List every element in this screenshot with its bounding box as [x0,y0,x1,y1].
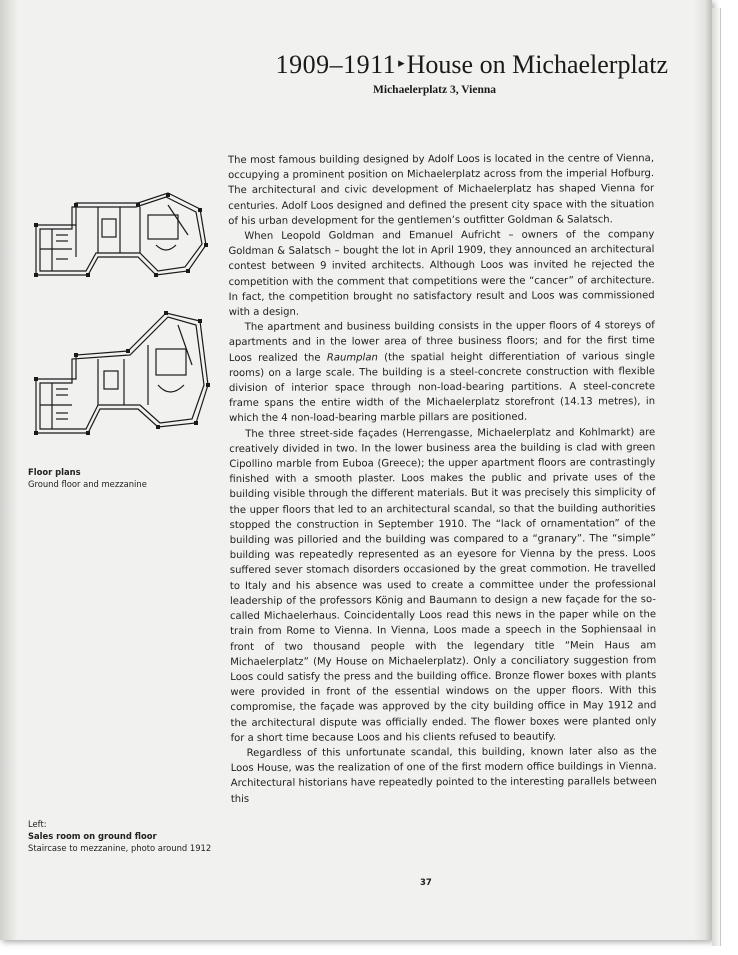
body-paragraph-1: The most famous building designed by Adolf Loos is located in the centre of Vienna, occupying a prominent position on Michaelerplatz across from the imperial Hofburg. The architectural and civic development of Michaelerplatz has shaped Vienna for centuries. Adolf Loos designed and defined the present city space with the situation of his urban development for the gentlemen’s outfitter Goldman & Salatsch. [228,153,655,227]
body-paragraph-5: Regardless of this unfortunate scandal, this building, known later also as the Loos House, was the realization of one of the first modern office buildings in Vienna. Architectural historians have repeatedly pointed to the interesting parallels between this [230,746,657,805]
floor-plan-mezzanine [28,305,212,445]
body-paragraph-3-part-b: (the spatial height differentiation of various single rooms) on a large scale. The building is a steel-concrete construction with flexible division of interior space through non-load-bearing partitions. A steel-concrete frame spans the entire width of the Michaelerplatz storefront (14.13 metres), in which the 4 non-load-bearing marble pillars are positioned. [228,350,656,425]
heading-arrow-icon: ▸ [398,55,405,70]
page-heading [228,50,668,80]
page-gutter-shadow [0,0,18,940]
page-number: 37 [420,878,432,888]
body-paragraph-3 [229,318,655,426]
heading-title: House on Michaelerplatz [406,50,668,79]
body-text [228,151,657,807]
sales-room-caption [28,818,211,854]
body-paragraph-2: When Leopold Goldman and Emanuel Aufricht – owners of the company Goldman & Salatsch – bought the lot in April 1909, they announced an architectural contest between 9 invited architects. Although Loos was invited he rejected the competition with the comment that competitions were the “cancer” of architecture. In fact, the competition brought no satisfactory result and Loos was commissioned with a design. [228,229,655,319]
floor-plans-caption-title: Floor plans [28,467,81,477]
body-paragraph-3-raumplan: Raumplan [326,351,378,364]
floor-plan-ground-floor [28,175,212,295]
sales-room-caption-title: Sales room on ground floor [28,831,157,841]
floor-plans-caption [28,466,147,490]
heading-years: 1909–1911 [275,50,397,79]
body-paragraph-4: The three street-side façades (Herrengasse, Michaelerplatz and Kohlmarkt) are creatively divided in two. In the lower business area the building is clad with green Cipollino marble from Euboa (Greece); the upper apartment floors are contrastingly finished with a smooth plaster. Loos makes the public and private uses of the building visible through the different materials. But it was precisely this simplicity of the upper floors that led to an architectural scandal, so that the building authorities stopped the construction in September 1910. The “lack of ornamentation” of the building was pilloried and the building was compared to a “granary”. The “simple” building was repeatedly represented as an eyesore for Vienna by the press. Loos suffered sever stomach disorders occasioned by the great commotion. He travelled to Italy and his absence was used to create a committee under the professional leadership of the professors König and Baumann to design a new façade for the so-called Michaelerhaus. Coincidentally Loos read this news in the paper while on the train from Rome to Vienna. In Vienna, Loos made a speech in the Sophiensaal in front of two thousand people with the legendary title “Mein Haus am Michaelerplatz” (My House on Michaelerplatz). Only a conciliatory suggestion from Loos could satisfy the press and the building office. Bronze flower boxes with plants were provided in front of the essential windows on the upper floors. With this compromise, the façade was approved by the city building office in May 1912 and the architectural dispute was officially ended. The flower boxes were planted only for a short time because Loos and his clients refused to beautify. [229,426,657,744]
floor-plans-caption-sub: Ground floor and mezzanine [28,479,147,489]
page-edge-shadow [694,0,712,940]
sales-room-caption-left-label: Left: [28,819,47,829]
heading-subtitle: Michaelerplatz 3, Vienna [373,84,496,96]
book-page-stack-edge [712,8,721,946]
body-paragraph-3-part-a: The apartment and business building consists in the upper floors of 4 storeys of apartments and in the lower area of three business floors; and for the first time Loos realized the [228,320,655,364]
sales-room-caption-sub: Staircase to mezzanine, photo around 1912 [28,843,212,853]
